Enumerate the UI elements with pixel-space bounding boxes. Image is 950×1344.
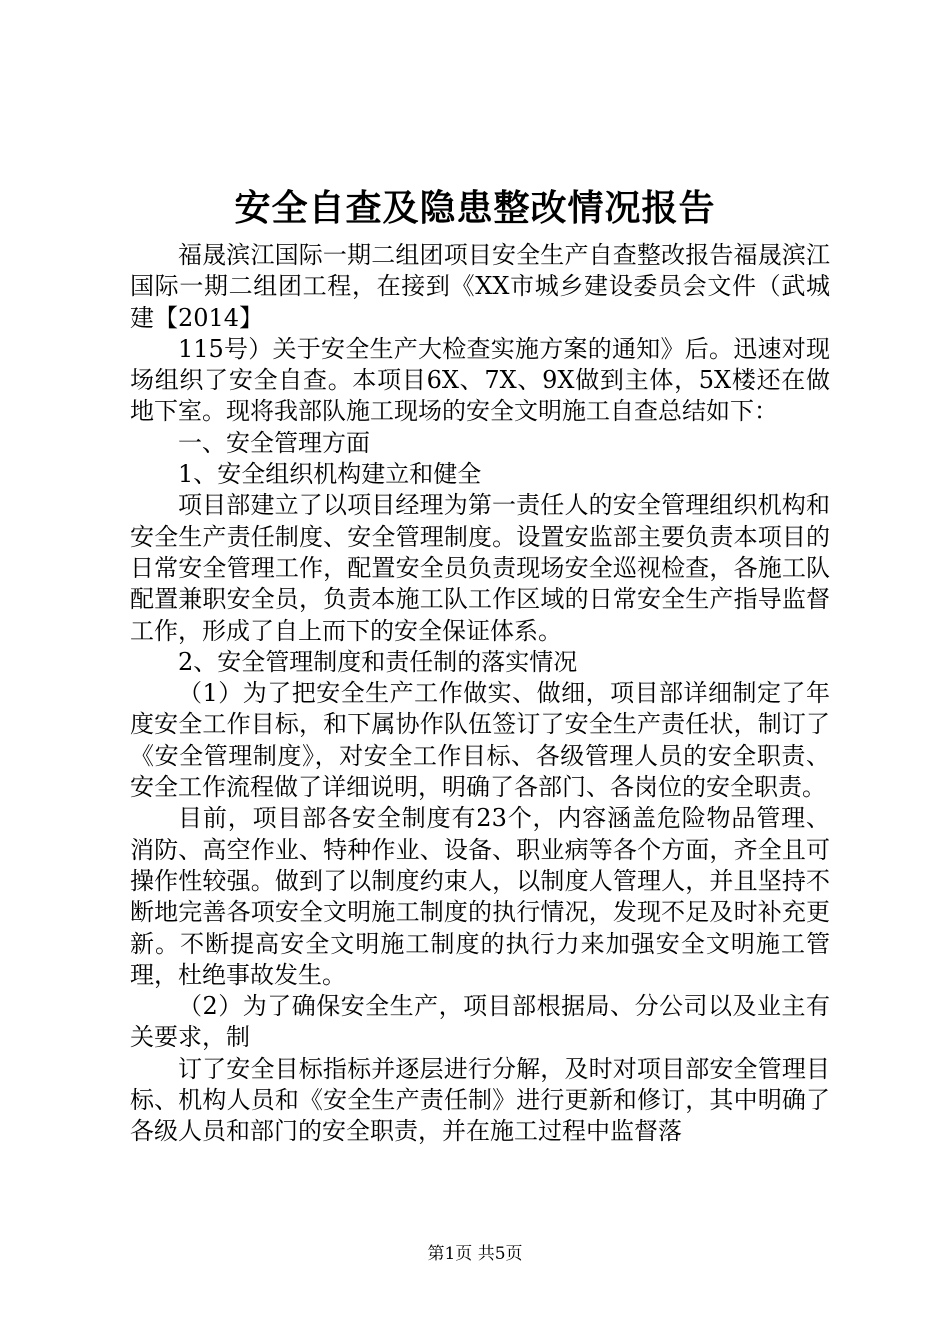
paragraph: 项目部建立了以项目经理为第一责任人的安全管理组织机构和安全生产责任制度、安全管理制度。设置安监部主要负责本项目的日常安全管理工作，配置安全员负责现场安全巡视检查，各施工队配置兼职安全员，负责本施工队工作区域的日常安全生产指导监督工作，形成了自上而下的安全保证体系。 <box>130 491 830 645</box>
page-footer: 第1页 共5页 <box>427 1244 523 1264</box>
paragraph: （2）为了确保安全生产，项目部根据局、分公司以及业主有关要求，制 <box>130 992 830 1052</box>
subsection-heading: 2、安全管理制度和责任制的落实情况 <box>178 647 578 676</box>
paragraph: 115号）关于安全生产大检查实施方案的通知》后。迅速对现场组织了安全自查。本项目6X、7X、9X做到主体，5X楼还在做地下室。现将我部队施工现场的安全文明施工自查总结如下： <box>130 334 830 426</box>
paragraph: 目前，项目部各安全制度有23个，内容涵盖危险物品管理、消防、高空作业、特种作业、设备、职业病等各个方面，齐全且可操作性较强。做到了以制度约束人，以制度人管理人，并且坚持不断地完善各项安全文明施工制度的执行情况，发现不足及时补充更新。不断提高安全文明施工制度的执行力来加强安全文明施工管理，杜绝事故发生。 <box>130 804 830 989</box>
paragraph: 订了安全目标指标并逐层进行分解，及时对项目部安全管理目标、机构人员和《安全生产责任制》进行更新和修订，其中明确了各级人员和部门的安全职责，并在施工过程中监督落 <box>130 1054 830 1146</box>
subsection-heading: 1、安全组织机构建立和健全 <box>178 460 482 489</box>
section-heading: 一、安全管理方面 <box>178 428 370 457</box>
paragraph: （1）为了把安全生产工作做实、做细，项目部详细制定了年度安全工作目标，和下属协作队伍签订了安全生产责任状，制订了《安全管理制度》，对安全工作目标、各级管理人员的安全职责、安全工作流程做了详细说明，明确了各部门、各岗位的安全职责。 <box>130 679 830 802</box>
document-body <box>130 240 830 1148</box>
paragraph: 福晟滨江国际一期二组团项目安全生产自查整改报告福晟滨江国际一期二组团工程，在接到《XX市城乡建设委员会文件（武城建【2014】 <box>130 241 830 332</box>
document-title: 安全自查及隐患整改情况报告 <box>234 187 716 229</box>
